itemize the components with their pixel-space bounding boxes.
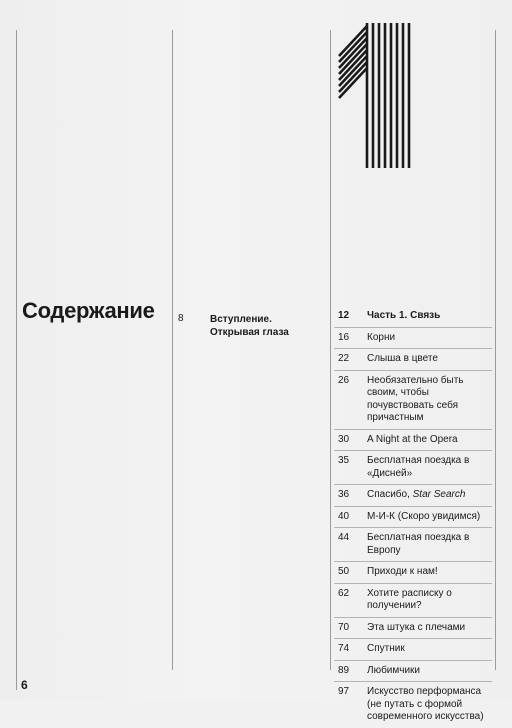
toc-title: A Night at the Opera: [367, 433, 458, 445]
intro-page-number: 8: [178, 313, 184, 324]
toc-title: Эта штука с плечами: [367, 621, 466, 633]
toc-title: Приходи к нам!: [367, 566, 438, 577]
toc-page-number: 50: [338, 566, 350, 577]
page-number: 6: [21, 678, 28, 692]
toc-entry: [334, 661, 492, 683]
toc-page-number: 70: [338, 621, 350, 633]
toc-title: Любимчики: [367, 664, 421, 676]
toc-entry: [334, 306, 492, 328]
toc-page-number: 62: [338, 587, 350, 599]
toc-entry: [334, 507, 492, 529]
toc-title: Часть 1. Связь: [367, 310, 441, 321]
toc-page-number: 36: [338, 489, 350, 500]
column-rule: [330, 30, 331, 670]
column-rule: [16, 30, 17, 690]
toc-page-number: 12: [338, 310, 350, 321]
toc-entry: [334, 430, 492, 452]
toc-page-number: 89: [338, 664, 350, 676]
toc-title: Бесплатная поездка в Европу: [367, 532, 470, 556]
toc-page-number: 30: [338, 433, 350, 445]
toc-entry: [334, 639, 492, 661]
toc-page-number: 16: [338, 331, 350, 343]
chapter-number-graphic: [337, 18, 417, 168]
toc-page-number: 26: [338, 374, 350, 386]
toc-title: Необязательно быть своим, чтобы почувствовать себя причастным: [367, 374, 464, 423]
toc-entry: [334, 485, 492, 507]
toc-entry: [334, 562, 492, 584]
toc-page-number: 44: [338, 532, 350, 543]
toc-page-number: 35: [338, 455, 350, 466]
toc-entry: [334, 528, 492, 562]
intro-title: Вступление. Открывая глаза: [210, 314, 289, 338]
toc-page-number: 74: [338, 643, 350, 654]
toc-title: Спасибо, Star Search: [367, 489, 466, 500]
toc-title: Слыша в цвете: [367, 353, 438, 364]
toc-entry: [334, 328, 492, 350]
toc-title: Хотите расписку о получении?: [367, 587, 452, 611]
toc-entry: [334, 584, 492, 618]
toc-entry: [334, 371, 492, 430]
toc-entry: [334, 618, 492, 640]
toc-title: Бесплатная поездка в «Дисней»: [367, 455, 470, 479]
toc-entry: [334, 451, 492, 485]
toc-page-number: 22: [338, 353, 350, 364]
column-rule: [495, 30, 496, 670]
toc-title: М-И-К (Скоро увидимся): [367, 510, 481, 522]
column-rule: [172, 30, 173, 670]
toc-title: Корни: [367, 331, 396, 343]
page-title: Содержание: [22, 298, 155, 323]
toc-title: Спутник: [367, 643, 405, 654]
toc-entry: [334, 349, 492, 371]
toc-title: Искусство перформанса (не путать с формой современного искусства): [367, 686, 484, 722]
toc-page-number: 40: [338, 510, 350, 522]
table-of-contents: [334, 306, 492, 728]
toc-entry: [334, 682, 492, 728]
toc-page-number: 97: [338, 686, 350, 697]
